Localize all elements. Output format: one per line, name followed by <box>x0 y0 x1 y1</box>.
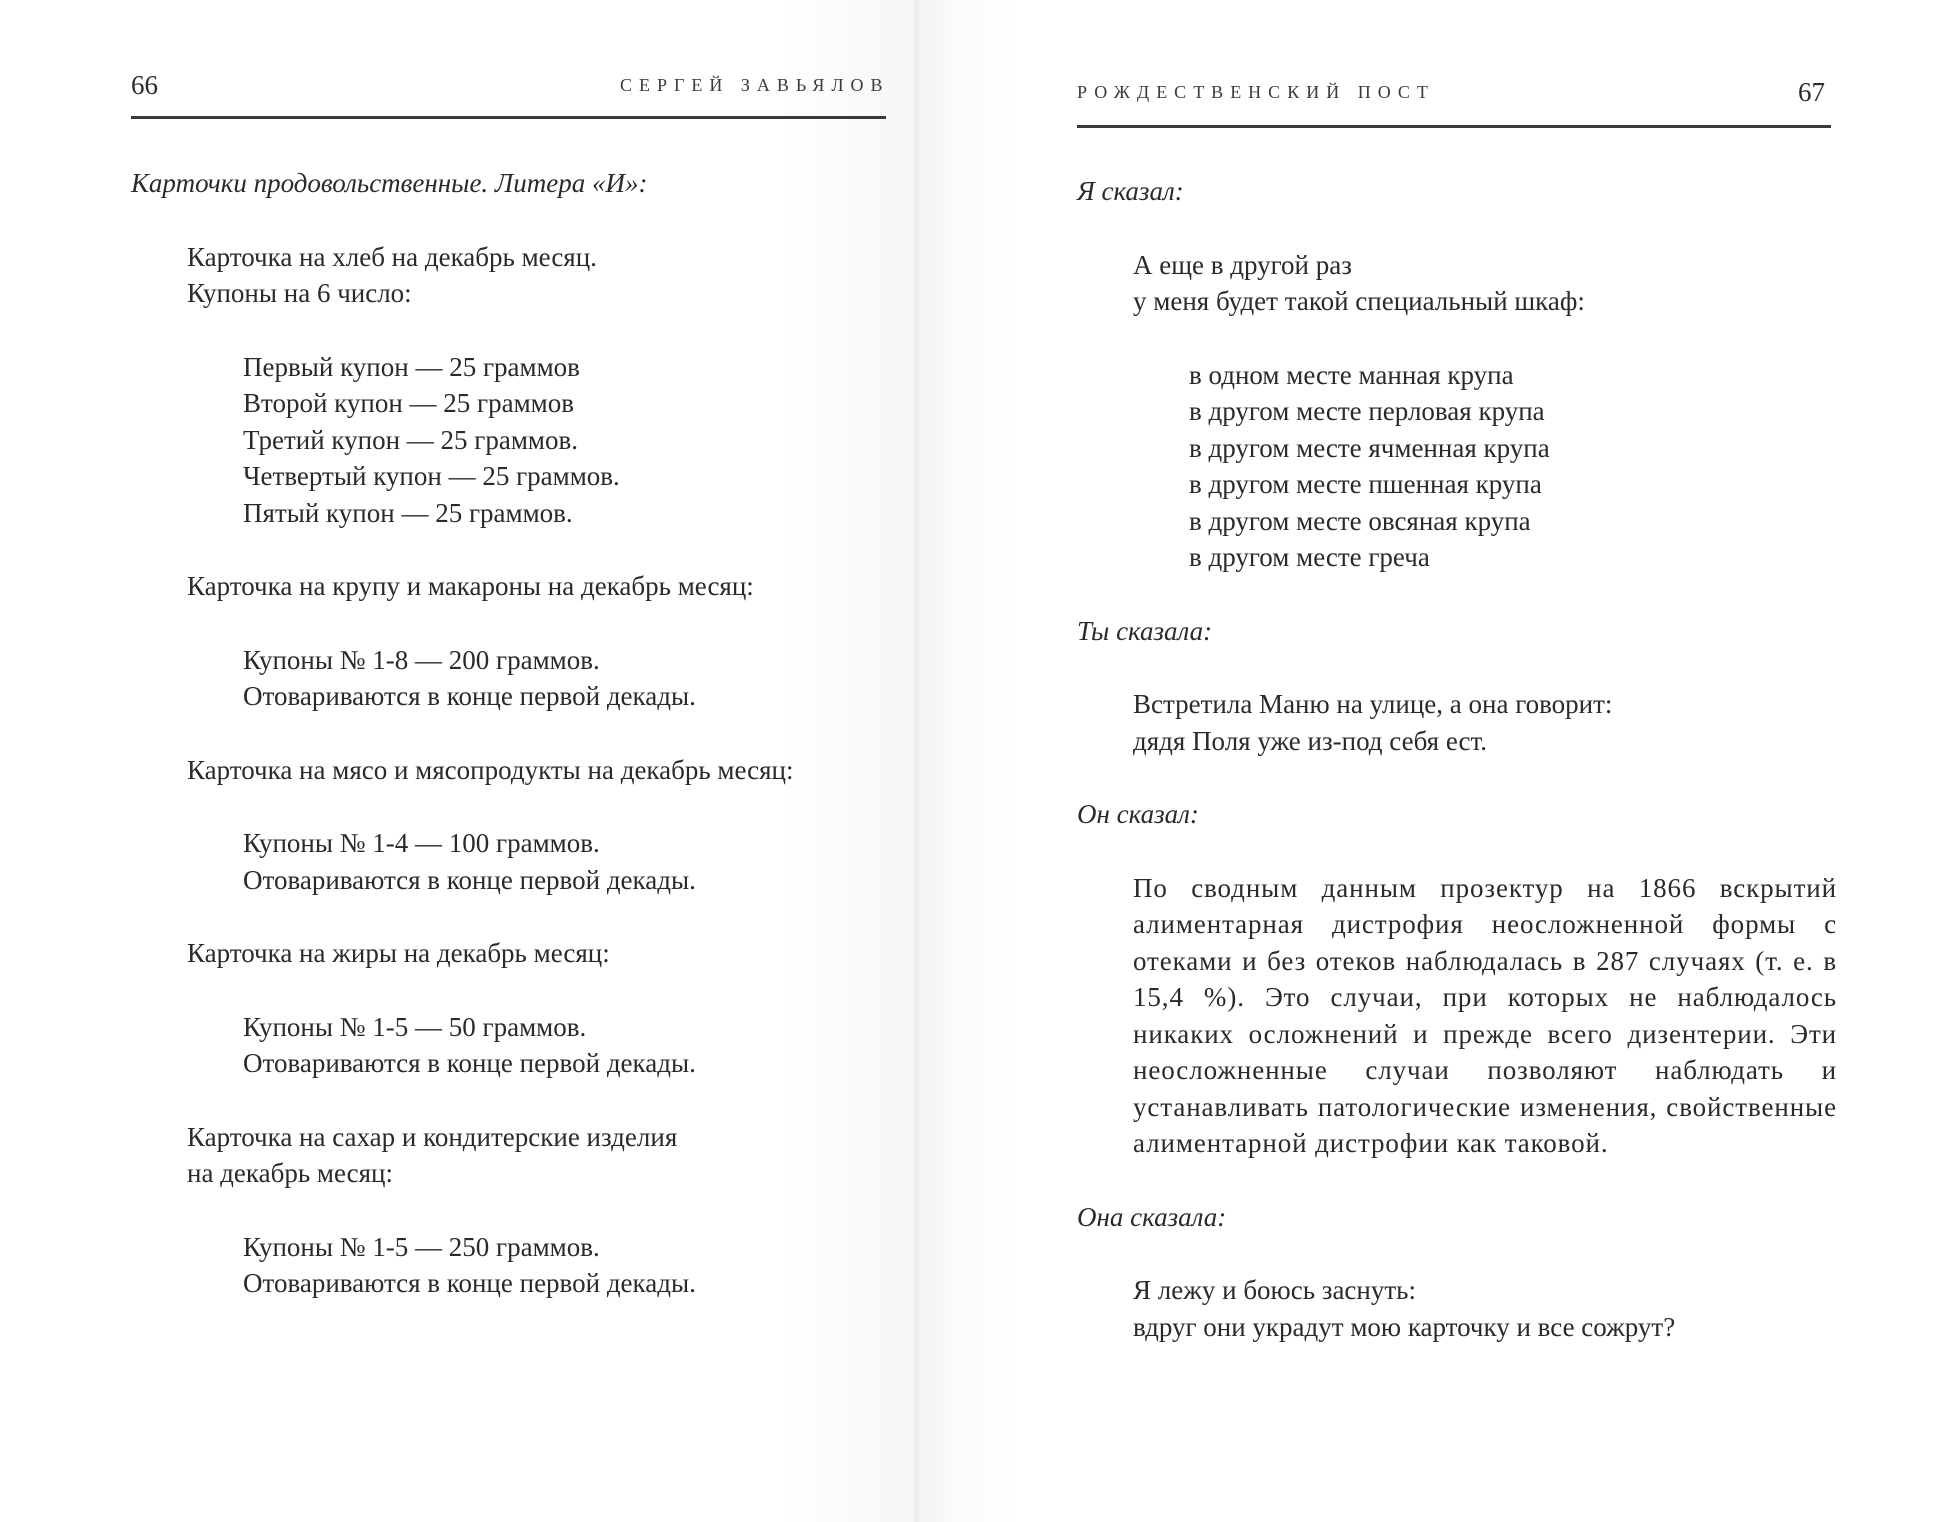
list-item: в другом месте греча <box>1189 542 1430 572</box>
speaker-she-said: Она сказала: <box>1077 1201 1227 1232</box>
coupon-line: Отовариваются в конце первой декады. <box>243 864 696 895</box>
list-item: в другом месте пшенная крупа <box>1189 469 1542 499</box>
text-line: Карточка на сахар и кондитерские изделия <box>187 1121 678 1152</box>
coupon-line: Отовариваются в конце первой декады. <box>243 1268 696 1298</box>
coupon-line: Купоны № 1-5 — 250 граммов. <box>243 1231 600 1262</box>
header-rule-right <box>1077 125 1831 128</box>
sugar-card-title <box>131 1119 891 1192</box>
text-line: Купоны на 6 число: <box>187 278 412 308</box>
meat-coupons <box>131 825 891 898</box>
text-line: Я лежу и боюсь заснуть: <box>1133 1275 1416 1305</box>
left-page-text <box>131 165 891 1302</box>
cupboard-intro <box>1077 247 1837 320</box>
speaker-you-said: Ты сказала: <box>1077 615 1213 646</box>
left-page <box>0 0 918 1522</box>
text-line: у меня будет такой специальный шкаф: <box>1133 286 1585 316</box>
coupon-line: Третий купон — 25 граммов. <box>243 424 579 455</box>
cereal-coupons <box>131 642 891 715</box>
page-number-right: 67 <box>1798 77 1825 107</box>
coupon-line: Пятый купон — 25 граммов. <box>243 497 573 528</box>
text-line: Встретила Маню на улице, а она говорит: <box>1133 689 1613 719</box>
coupon-line: Купоны № 1-4 — 100 граммов. <box>243 828 600 858</box>
autopsy-paragraph: По сводным данным прозектур на 1866 вскрытий алиментарная дистрофия неосложненной формы с отеками и без отеков наблюдалась в 287 случаях (т. е. в 15,4 %). Это случаи, при которых не наблюдалось никаких осложнений и прежде всего дизентерии. Эти неосложненные случаи позволяют наблюдать и устанавливать патологические изменения, свойственные алиментарной дистрофии как таковой. <box>1133 872 1837 1158</box>
running-head-author: СЕРГЕЙ ЗАВЬЯЛОВ <box>620 75 890 95</box>
coupon-line: Первый купон — 25 граммов <box>243 351 580 382</box>
text-line: вдруг они украдут мою карточку и все сожрут? <box>1133 1311 1676 1342</box>
text-line: Карточка на крупу и макароны на декабрь месяц: <box>187 571 754 601</box>
bread-card <box>131 239 891 312</box>
coupon-line: Четвертый купон — 25 граммов. <box>243 461 620 491</box>
text-line: дядя Поля уже из-под себя ест. <box>1133 725 1487 756</box>
text-line: на декабрь месяц: <box>187 1158 393 1188</box>
list-item: в одном месте манная крупа <box>1189 359 1514 390</box>
text-line: Карточка на мясо и мясопродукты на декабрь месяц: <box>187 754 794 785</box>
coupon-line: Отовариваются в конце первой декады. <box>243 681 696 711</box>
speaker-he-said: Он сказал: <box>1077 799 1199 829</box>
text-line: Карточка на хлеб на декабрь месяц. <box>187 241 597 272</box>
coupon-line: Купоны № 1-8 — 200 граммов. <box>243 644 600 675</box>
running-head-title: РОЖДЕСТВЕНСКИЙ ПОСТ <box>1077 82 1435 102</box>
text-line: А еще в другой раз <box>1133 249 1352 280</box>
coupon-line: Купоны № 1-5 — 50 граммов. <box>243 1011 587 1042</box>
list-item: в другом месте ячменная крупа <box>1189 432 1550 463</box>
right-page <box>918 0 1935 1522</box>
speaker-i-said: Я сказал: <box>1077 176 1184 206</box>
meat-card-title <box>131 752 891 789</box>
manya-text <box>1077 686 1837 759</box>
page-number-left: 66 <box>131 70 158 100</box>
coupon-line: Второй купон — 25 граммов <box>243 388 575 418</box>
fats-coupons <box>131 1009 891 1082</box>
list-item: в другом месте перловая крупа <box>1189 396 1545 426</box>
text-line: Карточка на жиры на декабрь месяц: <box>187 938 610 968</box>
cereal-card-title <box>131 568 891 605</box>
fats-card-title <box>131 935 891 972</box>
autopsy-paragraph-wrap <box>1077 870 1837 1162</box>
sugar-coupons <box>131 1229 891 1302</box>
right-page-text <box>1077 173 1837 1345</box>
section-heading: Карточки продовольственные. Литера «И»: <box>131 168 648 198</box>
coupon-line: Отовариваются в конце первой декады. <box>243 1048 696 1078</box>
cupboard-list <box>1077 357 1837 576</box>
bread-coupons <box>131 349 891 532</box>
header-rule-left <box>131 116 886 119</box>
list-item: в другом месте овсяная крупа <box>1189 505 1531 536</box>
closing-text <box>1077 1272 1837 1345</box>
